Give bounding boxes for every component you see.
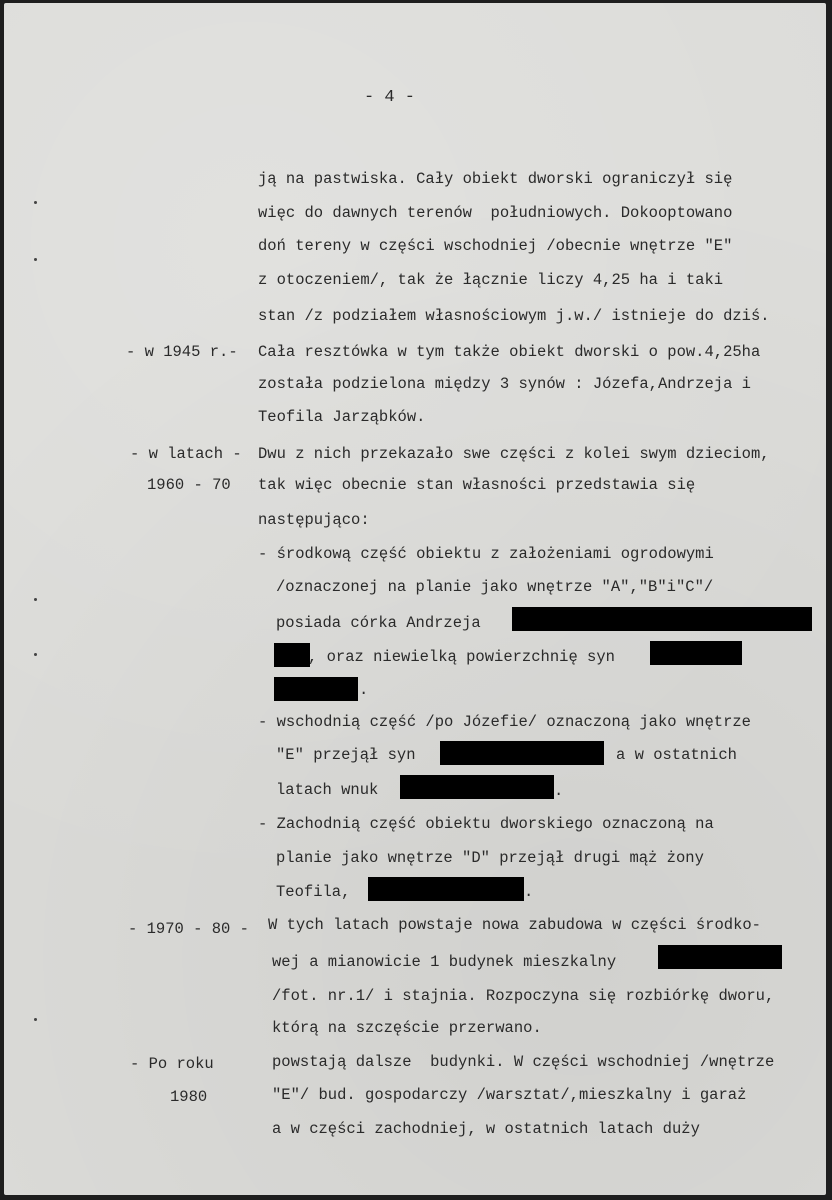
text-line: została podzielona między 3 synów : Józefa,Andrzeja i [258,375,751,393]
text-line: wej a mianowicie 1 budynek mieszkalny [272,953,617,971]
margin-speck [34,653,37,656]
text-line: . [524,883,534,901]
text-line: Teofila, [276,883,351,901]
text-line: tak więc obecnie stan własności przedstawia się [258,476,696,494]
redaction-bar [274,643,310,667]
text-line: następująco: [258,511,370,529]
text-line: powstają dalsze budynki. W części wschodniej /wnętrze [272,1053,775,1071]
margin-note: 1980 [170,1088,208,1106]
text-line: planie jako wnętrze "D" przejął drugi mąż żony [276,849,704,867]
redaction-bar [400,775,554,799]
margin-speck [34,1018,37,1021]
text-line: /oznaczonej na planie jako wnętrze "A","B"i"C"/ [276,578,714,596]
text-line: - wschodnią część /po Józefie/ oznaczoną jako wnętrze [258,713,751,731]
text-line: . [554,782,564,800]
text-line: posiada córka Andrzeja [276,614,481,632]
document-page [4,3,826,1195]
margin-note: - Po roku [130,1055,214,1073]
text-line: latach wnuk [276,781,379,799]
text-line: z otoczeniem/, tak że łącznie liczy 4,25 ha i taki [258,271,724,289]
text-line: a w ostatnich [616,746,737,764]
text-line: . [359,681,369,699]
text-line: Teofila Jarząbków. [258,408,426,426]
text-line: więc do dawnych terenów południowych. Dokooptowano [258,204,733,222]
margin-note: 1960 - 70 [147,476,231,494]
text-line: , oraz niewielką powierzchnię syn [308,648,615,666]
redaction-bar [658,945,782,969]
margin-note: - w 1945 r.- [126,343,238,361]
margin-speck [34,201,37,204]
margin-speck [34,258,37,261]
redaction-bar [512,607,812,631]
redaction-bar [650,641,742,665]
text-line: "E"/ bud. gospodarczy /warsztat/,mieszkalny i garaż [272,1086,747,1104]
text-line: /fot. nr.1/ i stajnia. Rozpoczyna się rozbiórkę dworu, [272,987,775,1005]
text-line: Dwu z nich przekazało swe części z kolei swym dzieciom, [258,445,770,463]
margin-note: - 1970 - 80 - [128,920,249,938]
margin-speck [34,598,37,601]
text-line: a w części zachodniej, w ostatnich latach duży [272,1120,700,1138]
text-line: - środkową część obiektu z założeniami ogrodowymi [258,545,714,563]
text-line: którą na szczęście przerwano. [272,1019,542,1037]
margin-note: - w latach - [130,445,242,463]
text-line: Cała resztówka w tym także obiekt dworski o pow.4,25ha [258,343,761,361]
text-line: doń tereny w części wschodniej /obecnie wnętrze "E" [258,237,733,255]
text-line: - Zachodnią część obiektu dworskiego oznaczoną na [258,815,714,833]
redaction-bar [274,677,358,701]
text-line: stan /z podziałem własnościowym j.w./ istnieje do dziś. [258,307,770,325]
text-line: W tych latach powstaje nowa zabudowa w części środko- [268,916,761,934]
page-number: - 4 - [364,88,416,107]
text-line: ją na pastwiska. Cały obiekt dworski ograniczył się [258,170,733,188]
redaction-bar [368,877,524,901]
redaction-bar [440,741,604,765]
text-line: "E" przejął syn [276,746,416,764]
